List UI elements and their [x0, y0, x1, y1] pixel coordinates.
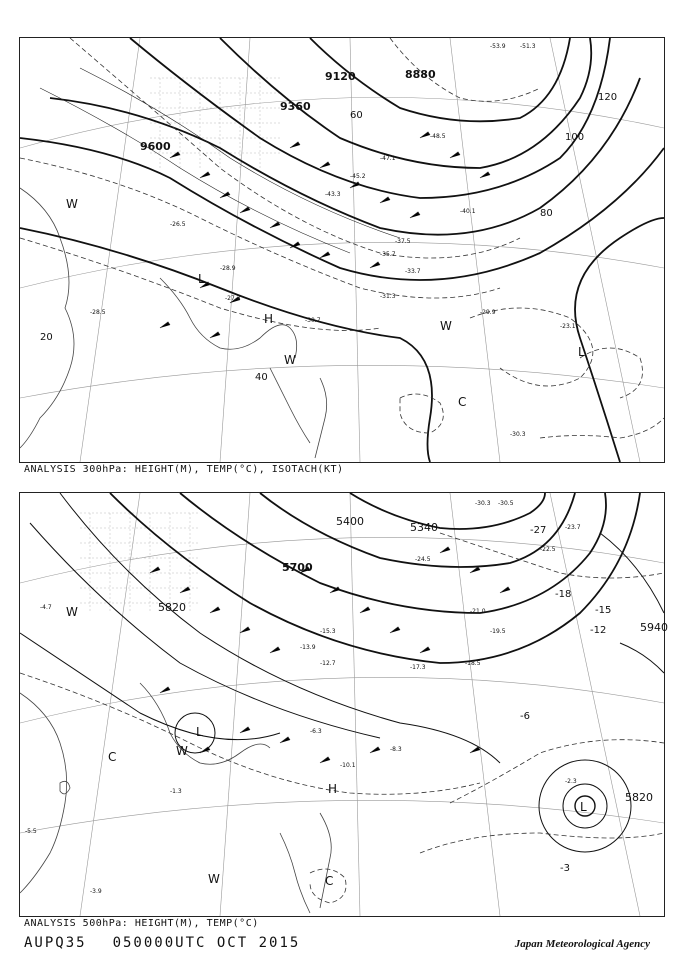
upper-chart-caption: ANALYSIS 300hPa: HEIGHT(M), TEMP(°C), ISOTACH(KT): [24, 464, 344, 475]
lower-station-temp: -30.3: [475, 500, 491, 507]
lower-station-temp: -1.3: [170, 788, 182, 795]
lower-high-center: H: [328, 782, 338, 796]
lower-isotherm-label: -18: [555, 589, 572, 600]
lower-station-temp: -15.3: [320, 628, 336, 635]
upper-height-label: 8880: [405, 68, 436, 81]
lower-station-temp: -23.7: [565, 524, 581, 531]
upper-high-center: H: [264, 312, 274, 326]
upper-terrain-hatch: [150, 78, 280, 168]
lower-isotherm-label: -3: [560, 863, 570, 874]
upper-height-label: 9120: [325, 70, 356, 83]
upper-station-temp: -43.3: [325, 191, 341, 198]
lower-station-temp: -24.5: [415, 556, 431, 563]
lower-station-temp: -5.5: [25, 828, 37, 835]
lower-pressure-centers: [66, 605, 587, 888]
upper-isotach-label: 20: [40, 332, 53, 343]
lower-chart-panel: [19, 492, 668, 917]
lower-station-temp: -13.9: [300, 644, 316, 651]
upper-isotach-label: 100: [565, 132, 585, 143]
lower-warm-mark: W: [208, 872, 220, 886]
upper-station-temp: -53.9: [490, 43, 506, 50]
upper-height-label: 9360: [280, 100, 311, 113]
lower-low-circles: [175, 713, 631, 852]
lower-warm-mark: W: [66, 605, 78, 619]
lower-isotherm-label: -27: [530, 525, 547, 536]
lower-secondary-contours: [20, 493, 664, 763]
upper-station-temp: -48.5: [430, 133, 446, 140]
lower-station-temp: -4.7: [40, 604, 52, 611]
upper-isotach-label: 60: [350, 110, 363, 121]
upper-station-temp: -47.1: [380, 155, 396, 162]
upper-station-temp: -35.7: [380, 251, 396, 258]
lower-cold-mark: C: [325, 874, 334, 888]
upper-isotach-label: 40: [255, 372, 268, 383]
upper-station-temp: -30.3: [510, 431, 526, 438]
lower-height-label: 5940: [640, 621, 668, 634]
lower-station-temp: -12.7: [320, 660, 336, 667]
upper-station-temp: -27.3: [225, 295, 241, 302]
lower-height-label: 5700: [282, 561, 313, 574]
upper-low-center: L: [198, 272, 205, 286]
lower-cold-mark: C: [108, 750, 117, 764]
lower-warm-mark: W: [176, 744, 188, 758]
upper-station-values: [90, 43, 576, 438]
lower-station-temp: -18.5: [465, 660, 481, 667]
upper-station-temp: -28.9: [220, 265, 236, 272]
lower-low-center: L: [196, 725, 203, 739]
upper-station-temp: -45.2: [350, 173, 366, 180]
lower-isotherm-label: -6: [520, 711, 530, 722]
lower-station-temp: -22.5: [540, 546, 556, 553]
upper-isotach-label: 120: [598, 92, 618, 103]
upper-station-temp: -37.5: [395, 238, 411, 245]
upper-station-temp: -29.9: [480, 309, 496, 316]
upper-station-temp: -51.3: [520, 43, 536, 50]
lower-terrain-hatch: [80, 513, 200, 613]
upper-station-temp: -30.7: [305, 317, 321, 324]
lower-height-label: 5820: [158, 601, 186, 614]
upper-isotach-labels: [40, 92, 617, 383]
lower-station-temp: -21.0: [470, 608, 486, 615]
product-id: AUPQ35: [24, 935, 87, 951]
lower-station-temp: -10.1: [340, 762, 356, 769]
lower-height-contours: [110, 493, 640, 663]
agency-credit: Japan Meteorological Agency: [514, 938, 650, 950]
lower-station-temp: -30.5: [498, 500, 514, 507]
valid-time: 050000UTC OCT 2015: [112, 935, 301, 951]
lower-height-label: 5400: [336, 515, 364, 528]
chart-identifier: [24, 935, 300, 951]
lower-coastlines: [20, 683, 334, 913]
lower-station-temp: -3.9: [90, 888, 102, 895]
lower-station-temp: -2.3: [565, 778, 577, 785]
lower-height-label: 5340: [410, 521, 438, 534]
lower-station-temp: -8.3: [390, 746, 402, 753]
upper-isotach-label: 80: [540, 208, 553, 219]
lower-chart-map: [20, 493, 668, 916]
lower-isotherm-label: -15: [595, 605, 612, 616]
upper-height-label: 9600: [140, 140, 171, 153]
upper-station-temp: -26.5: [170, 221, 186, 228]
lower-station-temp: -6.3: [310, 728, 322, 735]
lower-station-temp: -19.5: [490, 628, 506, 635]
upper-station-temp: -33.7: [405, 268, 421, 275]
lower-height-label: 5820: [625, 791, 653, 804]
upper-station-temp: -23.1: [560, 323, 576, 330]
upper-chart-map: [20, 38, 664, 462]
lower-station-values: [25, 500, 581, 895]
upper-warm-mark: W: [66, 197, 78, 211]
lower-isotherm-label: -12: [590, 625, 607, 636]
upper-station-temp: -40.1: [460, 208, 476, 215]
upper-cold-mark: C: [458, 395, 467, 409]
upper-station-temp: -31.3: [380, 293, 396, 300]
upper-station-temp: -28.5: [90, 309, 106, 316]
upper-pressure-centers: [66, 197, 585, 409]
lower-station-barbs: [150, 547, 510, 763]
lower-chart-caption: ANALYSIS 500hPa: HEIGHT(M), TEMP(°C): [24, 918, 259, 929]
upper-chart-panel: [19, 37, 665, 463]
upper-warm-mark: W: [440, 319, 452, 333]
upper-warm-mark: W: [284, 353, 296, 367]
lower-low-center: L: [580, 800, 587, 814]
upper-low-center: L: [578, 345, 585, 359]
lower-station-temp: -17.3: [410, 664, 426, 671]
